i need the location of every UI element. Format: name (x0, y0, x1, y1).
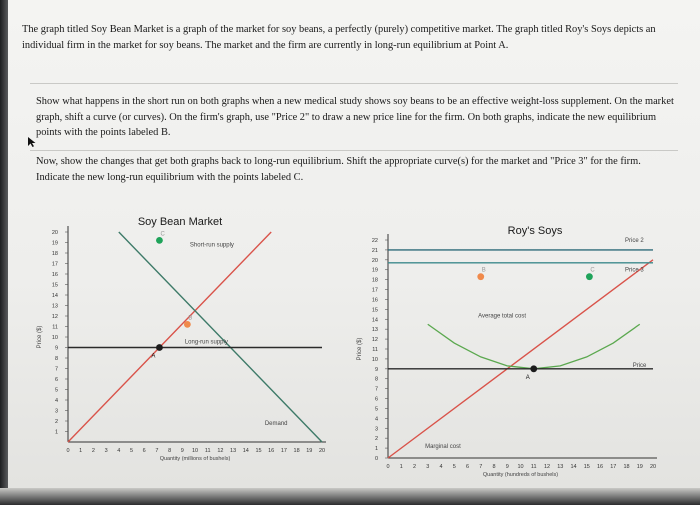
firm-point-a[interactable] (530, 365, 537, 372)
market-label-short-run-supply: Short-run supply (189, 242, 234, 249)
firm-y-tick-label: 5 (374, 406, 378, 413)
firm-y-tick-label: 16 (371, 297, 378, 304)
firm-x-tick-label: 16 (596, 464, 604, 470)
market-series-demand[interactable] (119, 232, 322, 442)
firm-point-label-b: B (481, 267, 486, 274)
market-y-tick-label: 8 (54, 356, 58, 362)
market-y-tick-label: 11 (52, 324, 58, 331)
firm-x-tick-label: 5 (452, 464, 456, 470)
firm-x-tick-label: 6 (465, 464, 470, 470)
market-label-demand: Demand (264, 421, 288, 428)
firm-y-tick-label: 9 (374, 366, 378, 373)
market-x-tick-label: 11 (204, 448, 211, 454)
firm-label-price: Price (632, 362, 647, 369)
roys-soys-svg[interactable] (350, 210, 685, 490)
firm-x-tick-label: 10 (517, 464, 524, 470)
market-point-label-a: A (151, 353, 156, 360)
firm-y-tick-label: 1 (374, 446, 378, 453)
firm-y-tick-label: 8 (374, 376, 378, 383)
screen-bezel-left (0, 0, 8, 505)
firm-y-tick-label: 20 (371, 257, 378, 264)
soy-bean-market-chart (30, 210, 350, 490)
firm-x-tick-label: 7 (479, 464, 483, 470)
firm-y-tick-label: 19 (371, 267, 378, 274)
market-point-label-c: C (160, 231, 165, 238)
firm-y-tick-label: 11 (372, 347, 378, 353)
market-point-label-b: B (188, 315, 193, 322)
paragraph-divider (30, 150, 678, 151)
firm-x-tick-label: 2 (412, 464, 417, 470)
instruction-paragraph-1: The graph titled Soy Bean Market is a graph of the market for soy beans, a perfectly (purely) competitive market. The graph titled Roy's Soys depicts an individual firm in the market for soy beans. The market and the firm are currently in long-run equilibrium at Point A. (22, 24, 656, 51)
market-x-tick-label: 0 (66, 448, 70, 454)
firm-point-label-c: C (590, 267, 595, 274)
firm-y-tick-label: 2 (374, 436, 378, 443)
firm-x-tick-label: 19 (636, 464, 643, 470)
instruction-paragraph-2: Show what happens in the short run on both graphs when a new medical study shows soy beans to be an effective weight-loss supplement. On the market graph, shift a curve (or curves). On the firm's graph, use "Price 2" to draw a new price line for the firm. On both graphs, indicate the new equilibrium points with the points labeled B. (36, 96, 674, 139)
market-y-tick-label: 2 (54, 419, 58, 425)
firm-x-tick-label: 20 (649, 464, 657, 470)
market-x-tick-label: 17 (280, 448, 287, 454)
market-x-tick-label: 7 (155, 448, 159, 454)
market-x-tick-label: 13 (230, 448, 237, 454)
market-y-tick-label: 16 (51, 272, 58, 278)
firm-x-tick-label: 15 (583, 464, 590, 470)
market-x-tick-label: 8 (168, 448, 172, 454)
market-y-tick-label: 4 (54, 398, 58, 404)
firm-label-price-2: Price 2 (625, 237, 644, 244)
market-x-tick-label: 3 (104, 448, 108, 454)
firm-y-tick-label: 7 (374, 386, 378, 393)
market-y-tick-label: 1 (54, 429, 58, 436)
firm-label-marginal-cost: Marginal cost (425, 444, 461, 451)
market-x-tick-label: 18 (293, 448, 300, 454)
firm-y-axis-label: Price ($) (357, 337, 363, 361)
firm-y-tick-label: 12 (371, 337, 378, 344)
market-y-tick-label: 7 (54, 366, 58, 373)
market-point-a[interactable] (156, 344, 163, 351)
screen-bezel-bottom (0, 488, 700, 505)
firm-x-tick-label: 14 (570, 464, 577, 470)
market-y-tick-label: 15 (51, 282, 58, 289)
firm-y-tick-label: 17 (371, 287, 378, 294)
market-y-tick-label: 13 (51, 303, 58, 310)
roys-soys-chart (350, 210, 685, 490)
firm-y-tick-label: 14 (371, 317, 378, 324)
firm-x-tick-label: 17 (610, 464, 617, 470)
firm-x-tick-label: 9 (505, 464, 509, 470)
market-x-tick-label: 19 (306, 448, 313, 454)
firm-x-tick-label: 3 (426, 464, 430, 470)
soy-bean-market-svg[interactable] (30, 210, 350, 490)
firm-x-tick-label: 1 (399, 464, 403, 470)
market-x-tick-label: 6 (142, 448, 146, 454)
firm-y-tick-label: 18 (371, 277, 378, 284)
firm-point-c[interactable] (586, 273, 593, 280)
market-y-tick-label: 6 (54, 377, 58, 383)
market-x-tick-label: 20 (318, 448, 326, 454)
market-x-tick-label: 10 (191, 448, 199, 454)
market-x-tick-label: 2 (91, 448, 95, 454)
firm-y-tick-label: 21 (371, 247, 378, 254)
market-y-axis-label: Price ($) (37, 325, 43, 349)
firm-series-average-total-cost[interactable] (428, 324, 640, 369)
firm-y-tick-label: 3 (374, 426, 378, 433)
market-x-axis-label: Quantity (millions of bushels) (159, 456, 231, 462)
instruction-paragraph-3: Now, show the changes that get both graphs back to long-run equilibrium. Shift the appropriate curve(s) for the market and "Price 3" for the firm. Indicate the new long-run equilibrium with the points labeled C. (36, 156, 641, 183)
market-y-tick-label: 12 (51, 314, 58, 320)
market-y-tick-label: 14 (51, 293, 58, 299)
market-x-tick-label: 9 (180, 448, 184, 454)
market-x-tick-label: 1 (79, 448, 83, 454)
mouse-cursor-icon (28, 137, 36, 147)
market-y-tick-label: 10 (51, 335, 58, 341)
market-x-tick-label: 16 (268, 448, 275, 454)
market-y-tick-label: 9 (54, 345, 58, 352)
market-x-tick-label: 4 (117, 448, 121, 454)
market-y-tick-label: 20 (51, 230, 58, 236)
market-x-tick-label: 12 (217, 448, 224, 454)
firm-label-average-total-cost: Average total cost (478, 313, 527, 320)
market-y-tick-label: 17 (51, 261, 58, 268)
firm-x-axis-label: Quantity (hundreds of bushels) (482, 472, 559, 478)
market-series-short-run-supply[interactable] (68, 232, 271, 442)
market-point-b[interactable] (184, 321, 191, 328)
market-x-tick-label: 5 (129, 448, 134, 454)
market-point-c[interactable] (156, 237, 163, 244)
firm-title: Roy's Soys (507, 225, 563, 237)
firm-y-tick-label: 15 (371, 307, 378, 314)
market-title: Soy Bean Market (137, 216, 223, 228)
firm-x-tick-label: 18 (623, 464, 630, 470)
market-y-tick-label: 3 (54, 408, 58, 415)
firm-y-tick-label: 10 (371, 356, 378, 363)
paragraph-divider (30, 83, 678, 84)
market-y-tick-label: 19 (51, 240, 58, 247)
firm-x-tick-label: 8 (492, 464, 496, 470)
firm-y-tick-label: 0 (374, 456, 378, 462)
firm-x-tick-label: 11 (530, 464, 537, 470)
firm-y-tick-label: 13 (371, 327, 378, 334)
firm-point-label-a: A (525, 374, 530, 381)
firm-x-tick-label: 0 (386, 464, 390, 470)
market-y-tick-label: 5 (54, 387, 58, 394)
firm-label-price-3: Price 3 (625, 267, 644, 274)
market-x-tick-label: 14 (242, 448, 249, 454)
market-x-tick-label: 15 (255, 448, 262, 454)
market-label-long-run-supply: Long-run supply (184, 339, 228, 346)
firm-y-tick-label: 22 (371, 238, 378, 244)
firm-x-tick-label: 12 (543, 464, 551, 470)
firm-y-tick-label: 6 (374, 396, 378, 403)
firm-x-tick-label: 4 (439, 464, 443, 470)
firm-series-marginal-cost[interactable] (388, 260, 653, 458)
market-y-tick-label: 18 (51, 251, 58, 257)
firm-point-b[interactable] (477, 273, 484, 280)
firm-x-tick-label: 13 (557, 464, 564, 470)
firm-y-tick-label: 4 (374, 416, 378, 423)
